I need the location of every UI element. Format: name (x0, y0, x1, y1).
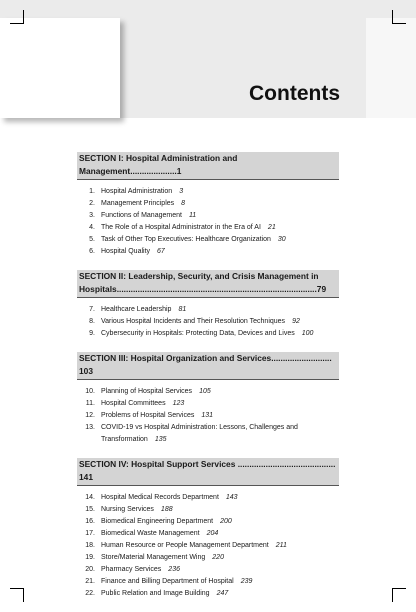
chapter-number: 5. (89, 236, 95, 243)
chapter-entry (77, 576, 339, 588)
chapter-entry (77, 198, 339, 210)
chapter-page-number: 135 (154, 436, 167, 443)
chapter-page-number: 81 (178, 306, 187, 313)
chapter-page-number: 131 (201, 412, 214, 419)
chapter-page-number: 220 (212, 554, 224, 561)
section-header: SECTION III: Hospital Organization and Services.......................... 103 (77, 352, 339, 380)
chapter-entry (77, 186, 339, 198)
chapter-number: 16. (85, 518, 95, 525)
chapter-number: 13. (85, 424, 95, 431)
chapter-title: The Role of a Hospital Administrator in the Era of AI (101, 224, 261, 231)
chapter-entry (77, 410, 339, 422)
chapter-title: Healthcare Leadership (101, 306, 172, 313)
chapter-title: Functions of Management (101, 212, 182, 219)
chapter-entry (77, 528, 339, 540)
chapter-title: Hospital Quality (101, 248, 151, 255)
chapter-title: Cybersecurity in Hospitals: Protecting Data, Devices and Lives (101, 330, 295, 337)
header-left-panel (0, 18, 120, 118)
header-right-strip (366, 18, 416, 118)
chapter-number: 8. (89, 318, 95, 325)
chapter-entry (77, 222, 339, 234)
chapter-number: 6. (89, 248, 95, 255)
chapter-entry (77, 552, 339, 564)
section-header: SECTION IV: Hospital Support Services .......................................... 141 (77, 458, 339, 486)
chapter-number: 18. (85, 542, 95, 549)
section-header: SECTION II: Leadership, Security, and Crisis Management in Hospitals......................................................................................79 (77, 270, 339, 298)
chapter-page-number: 30 (277, 236, 286, 243)
chapter-title: COVID-19 vs Hospital Administration: Lessons, Challenges and Transformation (101, 424, 298, 443)
chapter-title: Task of Other Top Executives: Healthcare Organization (101, 236, 271, 243)
chapter-number: 7. (89, 306, 95, 313)
chapter-entry (77, 234, 339, 246)
chapter-page-number: 211 (275, 542, 287, 549)
chapter-entry (77, 516, 339, 528)
chapter-entry (77, 210, 339, 222)
chapter-entry (77, 504, 339, 516)
chapter-page-number: 239 (240, 578, 253, 585)
chapter-number: 20. (85, 566, 95, 573)
chapter-page-number: 123 (172, 400, 185, 407)
chapter-title: Management Principles (101, 200, 175, 207)
chapter-number: 15. (85, 506, 95, 513)
chapter-title: Biomedical Engineering Department (101, 518, 214, 525)
chapter-title: Nursing Services (101, 506, 154, 513)
chapter-number: 4. (89, 224, 95, 231)
chapter-entry (77, 316, 339, 328)
chapter-title: Human Resource or People Management Department (101, 542, 269, 549)
chapter-entry (77, 492, 339, 504)
chapter-title: Hospital Administration (101, 188, 173, 195)
chapter-title: Pharmacy Services (101, 566, 162, 573)
chapter-number: 1. (89, 188, 95, 195)
chapter-entry (77, 422, 339, 446)
chapter-list (77, 492, 339, 600)
chapter-title: Public Relation and Image Building (101, 590, 210, 597)
chapter-page-number: 236 (168, 566, 180, 573)
crop-mark-bottom-right (392, 588, 406, 602)
chapter-entry (77, 304, 339, 316)
chapter-page-number: 204 (206, 530, 219, 537)
chapter-entry (77, 540, 339, 552)
chapter-page-number: 11 (188, 212, 197, 219)
crop-mark-bottom-left (10, 588, 24, 602)
chapter-number: 2. (89, 200, 95, 207)
chapter-list (77, 304, 339, 340)
chapter-number: 12. (85, 412, 95, 419)
chapter-page-number: 105 (199, 388, 211, 395)
chapter-entry (77, 246, 339, 258)
chapter-entry (77, 564, 339, 576)
chapter-title: Hospital Medical Records Department (101, 494, 219, 501)
chapter-page-number: 200 (220, 518, 232, 525)
chapter-number: 17. (85, 530, 95, 537)
chapter-page-number: 143 (225, 494, 238, 501)
section-header: SECTION I: Hospital Administration and Management....................1 (77, 152, 339, 180)
chapter-page-number: 3 (179, 188, 184, 195)
chapter-page-number: 100 (301, 330, 314, 337)
page-title: Contents (249, 82, 340, 105)
chapter-number: 21. (85, 578, 95, 585)
chapter-list (77, 386, 339, 446)
chapter-number: 9. (89, 330, 95, 337)
crop-mark-top-left (10, 10, 24, 24)
chapter-number: 11. (85, 400, 95, 407)
chapter-page-number: 188 (160, 506, 173, 513)
chapter-number: 14. (85, 494, 95, 501)
chapter-list (77, 186, 339, 258)
chapter-number: 3. (89, 212, 95, 219)
chapter-entry (77, 386, 339, 398)
chapter-page-number: 92 (292, 318, 300, 325)
chapter-page-number: 21 (267, 224, 276, 231)
chapter-page-number: 67 (157, 248, 165, 255)
chapter-title: Store/Material Management Wing (101, 554, 206, 561)
chapter-entry (77, 328, 339, 340)
chapter-number: 19. (85, 554, 95, 561)
chapter-title: Finance and Billing Department of Hospital (101, 578, 234, 585)
chapter-title: Biomedical Waste Management (101, 530, 200, 537)
chapter-entry (77, 398, 339, 410)
chapter-title: Problems of Hospital Services (101, 412, 195, 419)
crop-mark-top-right (392, 10, 406, 24)
chapter-title: Various Hospital Incidents and Their Resolution Techniques (101, 318, 286, 325)
chapter-number: 10. (85, 388, 95, 395)
chapter-number: 22. (85, 590, 95, 597)
chapter-page-number: 8 (181, 200, 186, 207)
chapter-title: Planning of Hospital Services (101, 388, 193, 395)
chapter-title: Hospital Committees (101, 400, 166, 407)
chapter-page-number: 247 (216, 590, 229, 597)
chapter-entry (77, 588, 339, 600)
table-of-contents (77, 152, 339, 612)
